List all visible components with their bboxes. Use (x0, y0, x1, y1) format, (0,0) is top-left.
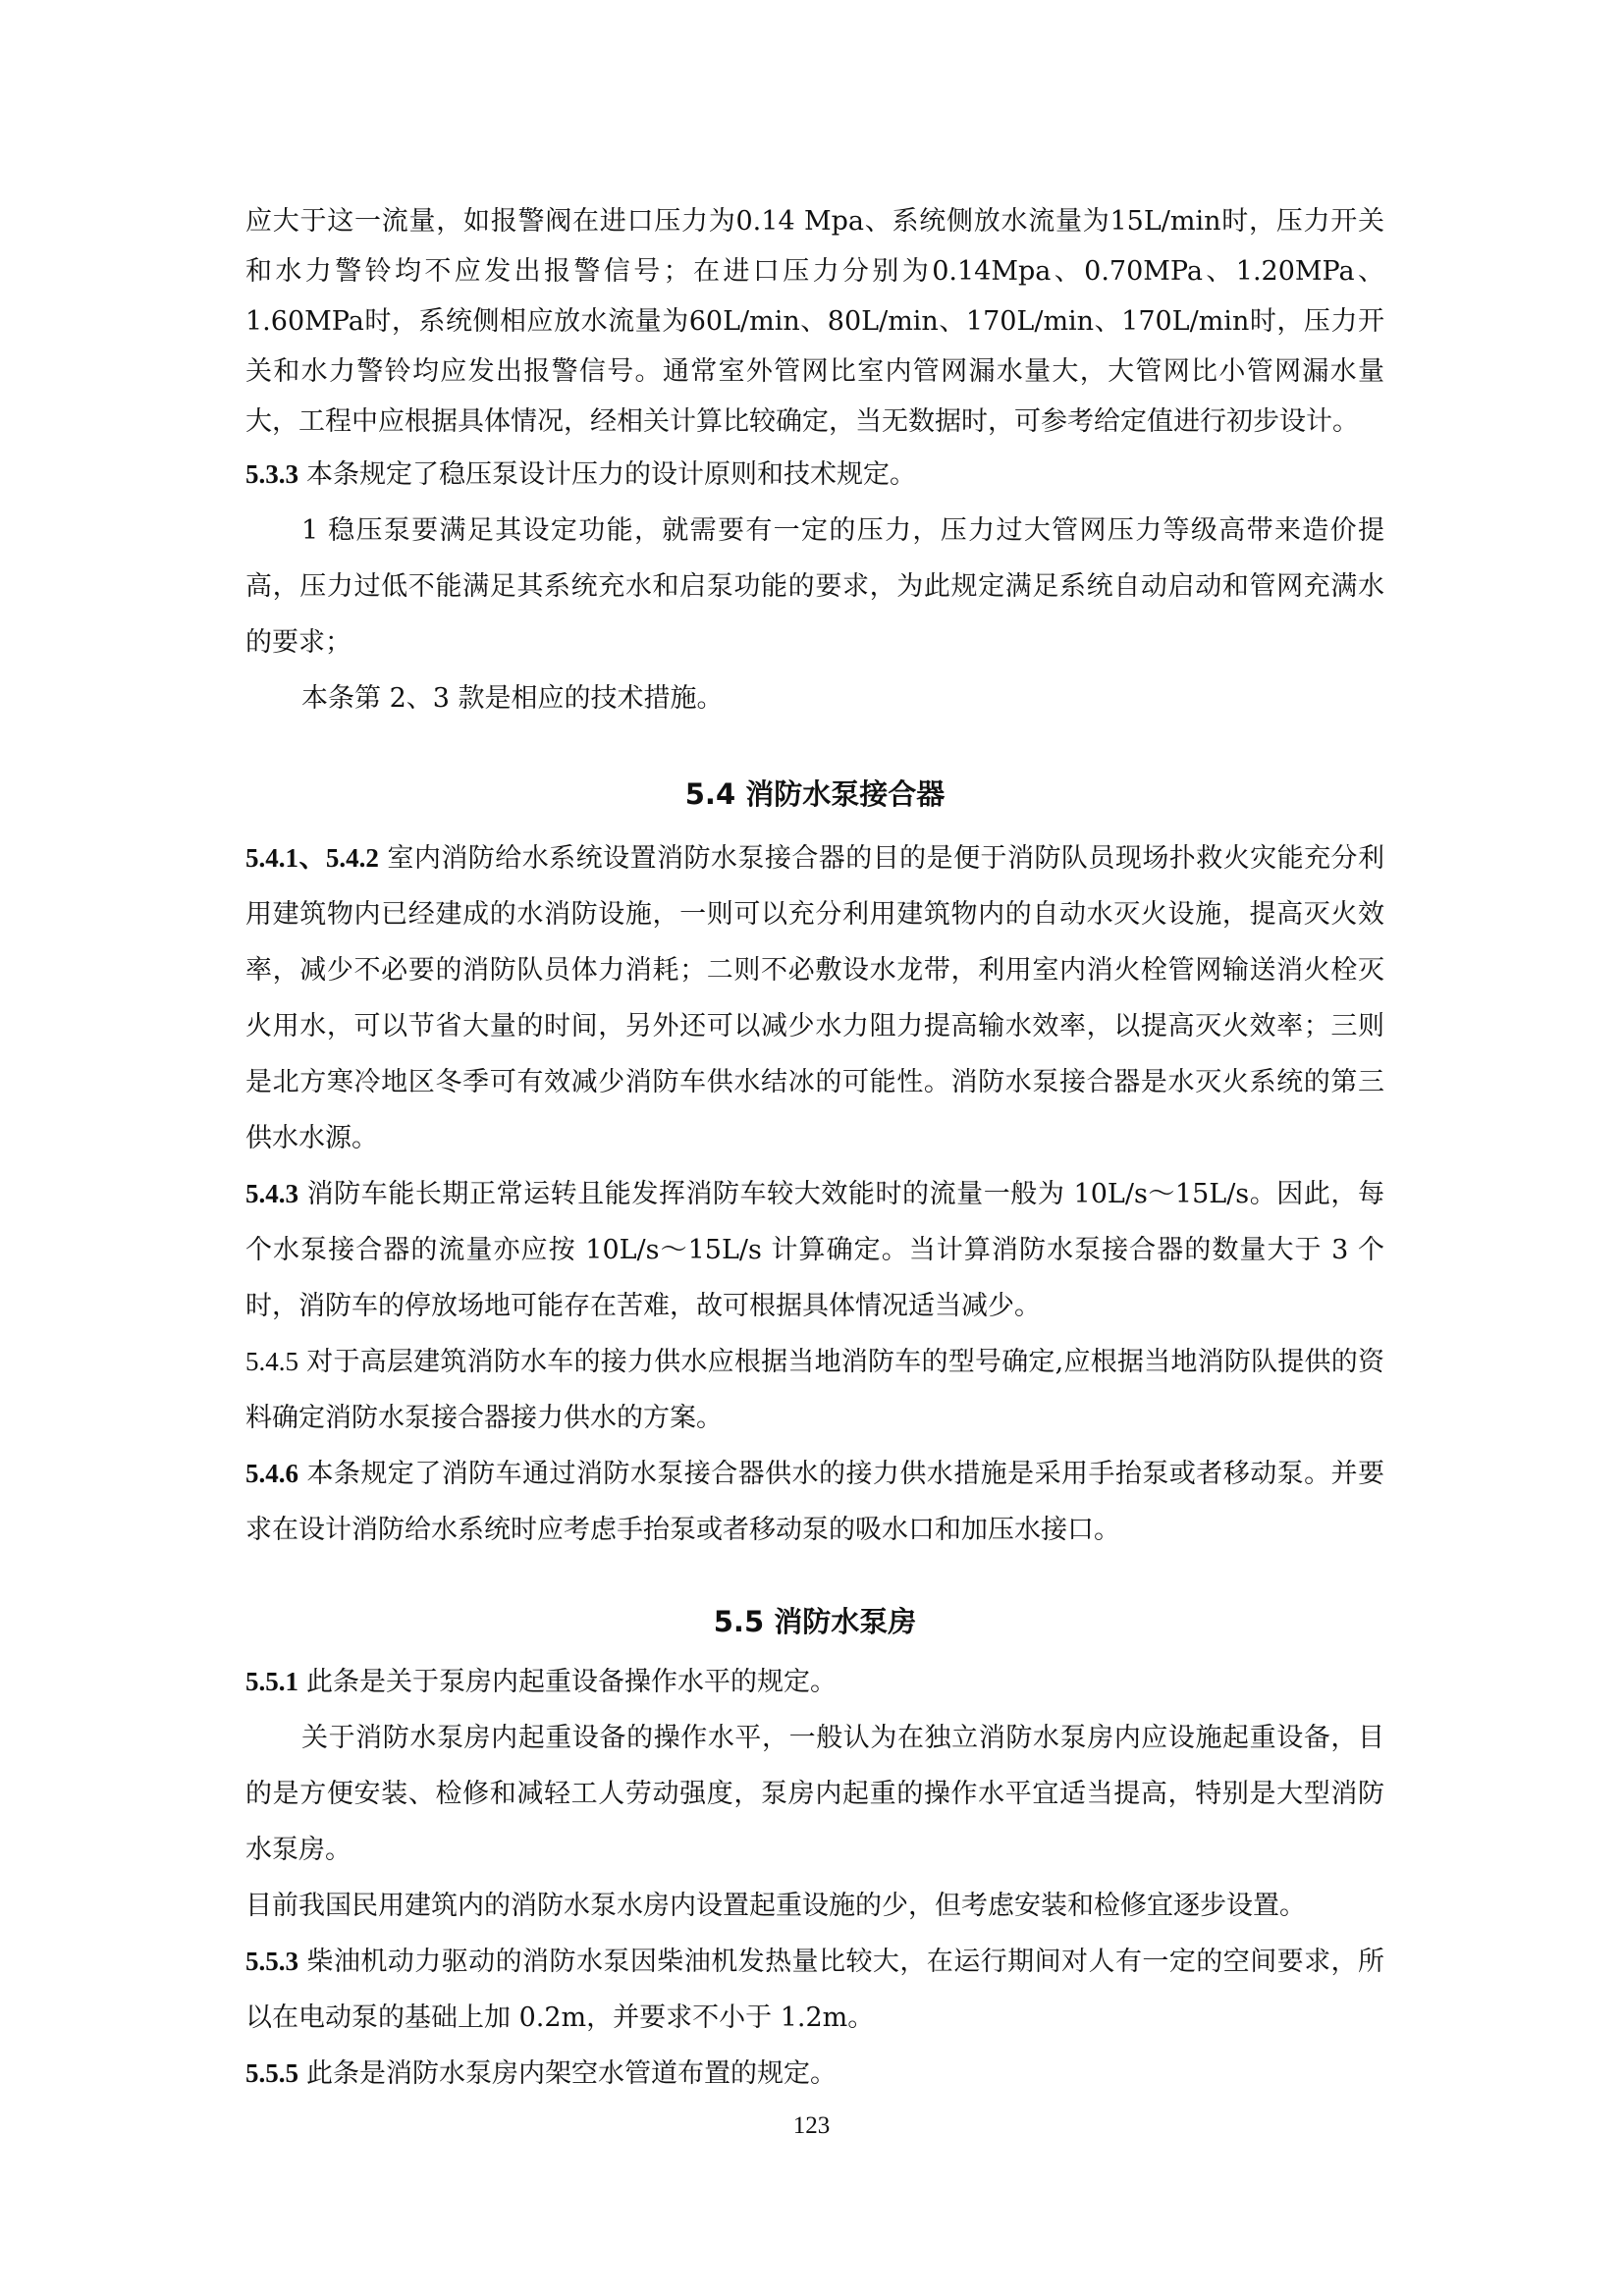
clause-text: 此条是关于泵房内起重设备操作水平的规定。 (306, 1667, 837, 1697)
clause-text: 本条规定了消防车通过消防水泵接合器供水的接力供水措施是采用手抬泵或者移动泵。并要求在设计消防给水系统时应考虑手抬泵或者移动泵的吸水口和加压水接口。 (245, 1459, 1384, 1545)
section-5-4-heading: 5.4 消防水泵接合器 (684, 777, 946, 811)
page-number: 123 (792, 2112, 831, 2139)
clause-number: 5.4.6 (245, 1459, 298, 1488)
clause-text: 室内消防给水系统设置消防水泵接合器的目的是便于消防队员现场扑救火灾能充分利用建筑物内已经建成的水消防设施，一则可以充分利用建筑物内的自动水灭火设施，提高灭火效率，减少不必要的消防队员体力消耗；二则不必敷设水龙带，利用室内消火栓管网输送消火栓灭火用水，可以节省大量的时间，另外还可以减少水力阻力提高输水效率，以提高灭火效率；三则是北方寒冷地区冬季可有效减少消防车供水结冰的可能性。消防水泵接合器是水灭火系统的第三供水水源。 (245, 843, 1385, 1153)
clause-number: 5.4.1、5.4.2 (245, 843, 379, 873)
clause-5-5-1 (245, 1654, 1384, 1710)
clause-5-5-5 (245, 2046, 1384, 2102)
clause-text: 对于高层建筑消防水车的接力供水应根据当地消防车的型号确定,应根据当地消防队提供的资料确定消防水泵接合器接力供水的方案。 (245, 1347, 1384, 1433)
clause-5-4-6 (245, 1446, 1384, 1558)
clause-5-4-3 (245, 1166, 1384, 1334)
clause-text: 此条是消防水泵房内架空水管道布置的规定。 (306, 2058, 837, 2089)
clause-5-5-1-para-2: 目前我国民用建筑内的消防水泵水房内设置起重设施的少，但考虑安装和检修宜逐步设置。 (245, 1891, 1306, 1921)
clause-5-5-1-para-1: 关于消防水泵房内起重设备的操作水平，一般认为在独立消防水泵房内应设施起重设备，目的是方便安装、检修和减轻工人劳动强度，泵房内起重的操作水平宜适当提高，特别是大型消防水泵房。 (245, 1723, 1384, 1865)
clause-number: 5.3.3 (245, 459, 298, 489)
clause-text: 本条规定了稳压泵设计压力的设计原则和技术规定。 (306, 459, 916, 490)
clause-text: 柴油机动力驱动的消防水泵因柴油机发热量比较大，在运行期间对人有一定的空间要求，所以在电动泵的基础上加 0.2m，并要求不小于 1.2m。 (245, 1947, 1384, 2033)
clause-5-3-3 (245, 447, 1384, 503)
clause-number: 5.4.5 (245, 1347, 298, 1376)
document-page (245, 196, 1384, 2102)
clause-number: 5.5.3 (245, 1947, 298, 1976)
clause-5-5-3 (245, 1934, 1384, 2046)
intro-paragraph: 应大于这一流量，如报警阀在进口压力为0.14 Mpa、系统侧放水流量为15L/min时，压力开关和水力警铃均不应发出报警信号；在进口压力分别为0.14Mpa、0.70MPa、1.20MPa、1.60MPa时，系统侧相应放水流量为60L/min、80L/min、170L/min、170L/min时，压力开关和水力警铃均应发出报警信号。通常室外管网比室内管网漏水量大，大管网比小管网漏水量大，工程中应根据具体情况，经相关计算比较确定，当无数据时，可参考给定值进行初步设计。 (245, 206, 1384, 437)
clause-5-3-3-item-1: 1 稳压泵要满足其设定功能，就需要有一定的压力，压力过大管网压力等级高带来造价提高，压力过低不能满足其系统充水和启泵功能的要求，为此规定满足系统自动启动和管网充满水的要求； (245, 515, 1384, 658)
clause-5-4-5 (245, 1334, 1384, 1446)
clause-number: 5.5.5 (245, 2058, 298, 2088)
clause-text: 消防车能长期正常运转且能发挥消防车较大效能时的流量一般为 10L/s～15L/s。因此，每个水泵接合器的流量亦应按 10L/s～15L/s 计算确定。当计算消防水泵接合器的数量大于 3 个时，消防车的停放场地可能存在苦难，故可根据具体情况适当减少。 (245, 1179, 1384, 1321)
clause-5-3-3-item-2: 本条第 2、3 款是相应的技术措施。 (301, 683, 724, 714)
section-5-5-heading: 5.5 消防水泵房 (713, 1605, 917, 1638)
clause-number: 5.4.3 (245, 1179, 298, 1208)
clause-number: 5.5.1 (245, 1667, 298, 1696)
clause-5-4-1 (245, 830, 1384, 1166)
